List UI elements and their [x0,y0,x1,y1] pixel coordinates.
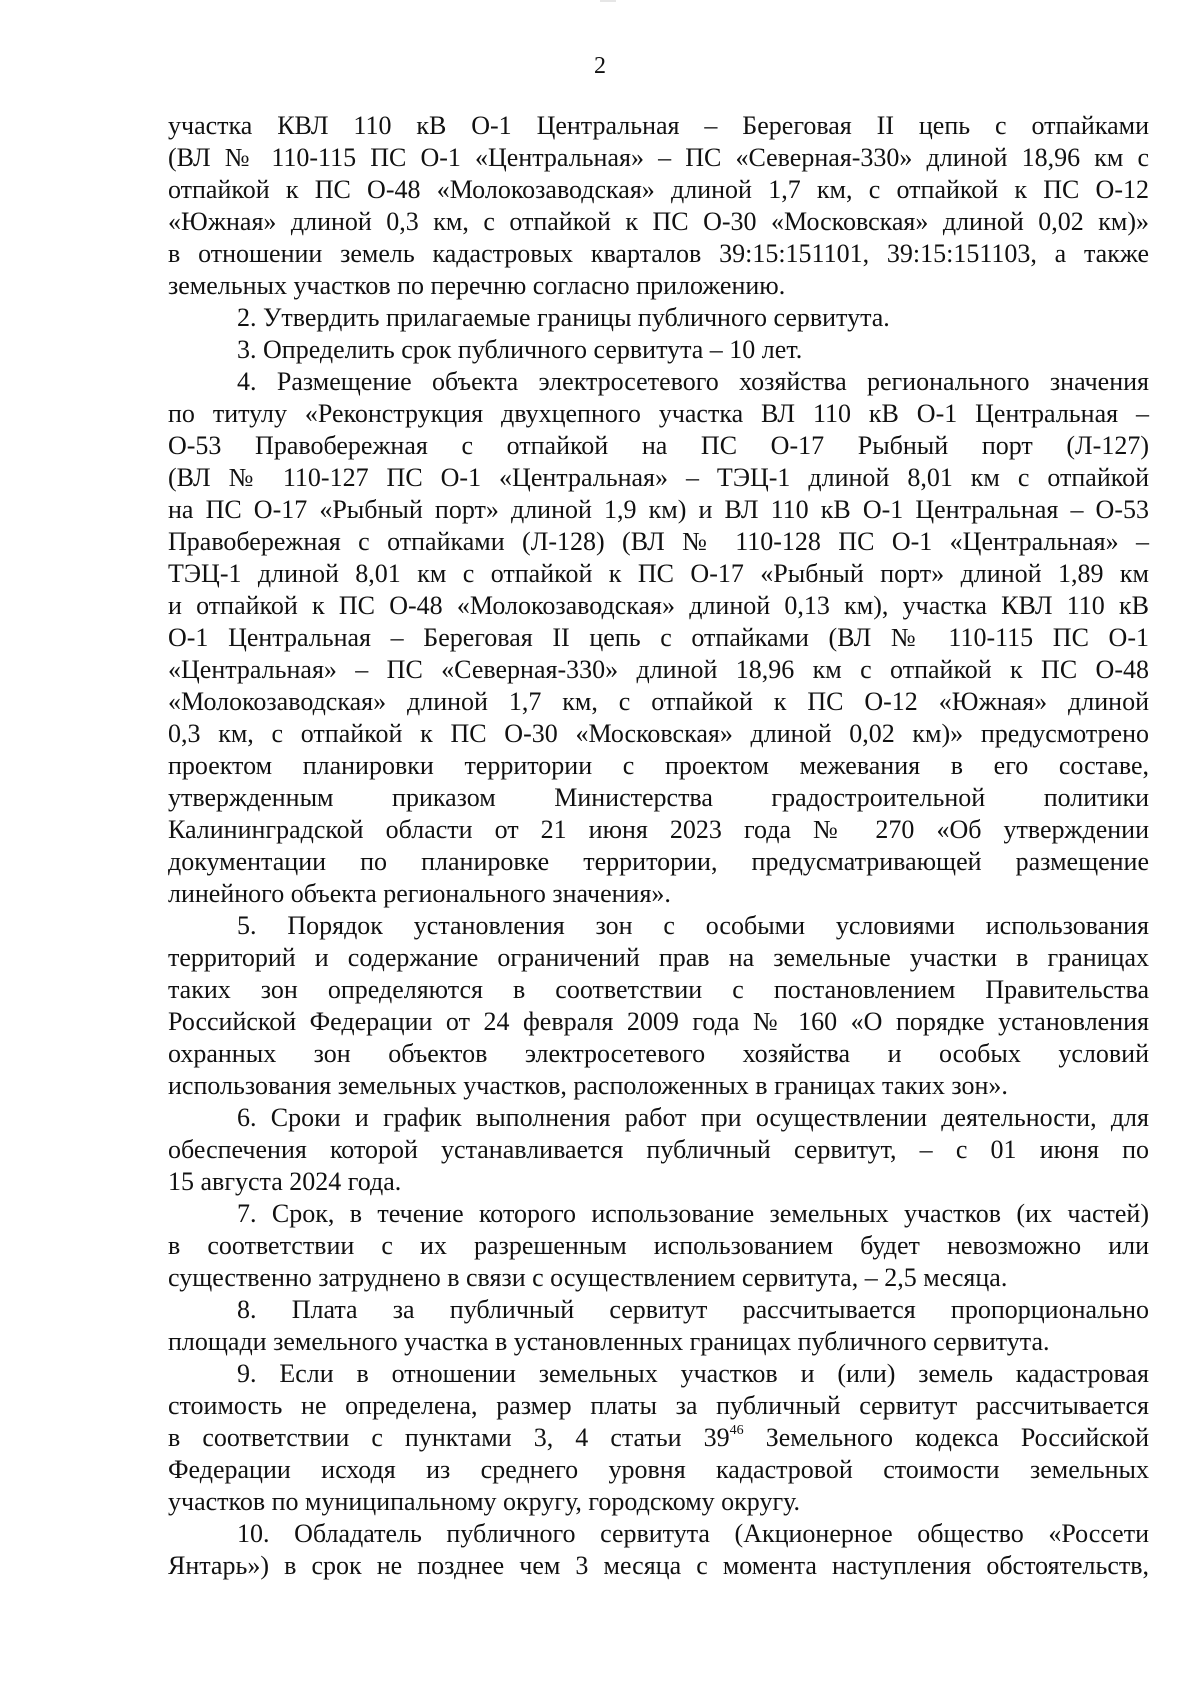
text-line [168,174,1149,206]
text-line-content: Российской Федерации от 24 февраля 2009 года № 160 «О порядке установления [168,1007,1149,1036]
text-line-content: (ВЛ № 110-115 ПС О-1 «Центральная» – ПС «Северная-330» длиной 18,96 км с [168,143,1149,172]
text-line-content: 15 августа 2024 года. [168,1167,402,1196]
text-line-content: участков по муниципальному округу, городскому округу. [168,1487,801,1516]
text-line [168,1486,1149,1518]
text-line-content: Калининградской области от 21 июня 2023 года № 270 «Об утверждении [168,815,1149,844]
text-line-content: отпайкой к ПС О-48 «Молокозаводская» длиной 1,7 км, с отпайкой к ПС О-12 [168,175,1149,204]
text-line [168,558,1149,590]
text-line [168,942,1149,974]
text-line-content: в соответствии с пунктами 3, 4 статьи 39 [168,1423,730,1452]
text-line-content: Правобережная с отпайками (Л-128) (ВЛ № 110-128 ПС О-1 «Центральная» – [168,527,1149,556]
text-line [168,334,1149,366]
text-line [168,1390,1149,1422]
text-line-content: 10. Обладатель публичного сервитута (Акционерное общество «Россети [237,1519,1149,1548]
text-line [168,718,1149,750]
text-line [168,1134,1149,1166]
text-line [168,1518,1149,1550]
superscript: 46 [729,1423,744,1438]
text-line [168,1038,1149,1070]
text-line [168,622,1149,654]
text-line [168,1454,1149,1486]
text-line [168,366,1149,398]
text-line-content: утвержденным приказом Министерства градостроительной политики [168,783,1149,812]
text-line-content: участка КВЛ 110 кВ О-1 Центральная – Береговая II цепь с отпайками [168,111,1149,140]
text-line [168,1358,1149,1390]
text-line [168,1230,1149,1262]
scan-mark [600,0,616,2]
text-line-content: 6. Сроки и график выполнения работ при осуществлении деятельности, для [237,1103,1149,1132]
text-line-content: 9. Если в отношении земельных участков и (или) земель кадастровая [237,1359,1149,1388]
text-line [168,846,1149,878]
text-line [168,1294,1149,1326]
text-line [168,142,1149,174]
text-line-content: 5. Порядок установления зон с особыми условиями использования [237,911,1149,940]
text-line-content: и отпайкой к ПС О-48 «Молокозаводская» длиной 0,13 км), участка КВЛ 110 кВ [168,591,1149,620]
text-line [168,270,1149,302]
text-line [168,1262,1149,1294]
text-line-content: 8. Плата за публичный сервитут рассчитывается пропорционально [237,1295,1149,1324]
text-line-content: О-1 Центральная – Береговая II цепь с отпайками (ВЛ № 110-115 ПС О-1 [168,623,1149,652]
text-line [168,910,1149,942]
text-line-content: земельных участков по перечню согласно приложению. [168,271,786,300]
text-line-content: 0,3 км, с отпайкой к ПС О-30 «Московская» длиной 0,02 км)» предусмотрено [168,719,1149,748]
text-line [168,1422,1149,1454]
text-line [168,974,1149,1006]
text-line [168,398,1149,430]
text-line [168,654,1149,686]
text-line-content: 3. Определить срок публичного сервитута – 10 лет. [237,335,803,364]
text-line [168,238,1149,270]
text-line [168,494,1149,526]
text-line-content: проектом планировки территории с проектом межевания в его составе, [168,751,1149,780]
text-line-content: территорий и содержание ограничений прав на земельные участки в границах [168,943,1149,972]
text-line-content: ТЭЦ-1 длиной 8,01 км с отпайкой к ПС О-17 «Рыбный порт» длиной 1,89 км [168,559,1149,588]
text-line [168,1326,1149,1358]
text-line [168,1166,1149,1198]
text-line-content: «Центральная» – ПС «Северная-330» длиной 18,96 км с отпайкой к ПС О-48 [168,655,1149,684]
document-body [168,110,1149,1582]
text-line-content: «Южная» длиной 0,3 км, с отпайкой к ПС О-30 «Московская» длиной 0,02 км)» [168,207,1149,236]
text-line [168,782,1149,814]
text-line-content: существенно затруднено в связи с осуществлением сервитута, – 2,5 месяца. [168,1263,1008,1292]
text-line-content: линейного объекта регионального значения». [168,879,671,908]
text-line-content: в соответствии с их разрешенным использованием будет невозможно или [168,1231,1149,1260]
page-number: 2 [594,53,606,79]
text-line-content: таких зон определяются в соответствии с постановлением Правительства [168,975,1149,1004]
text-line-content: в отношении земель кадастровых кварталов 39:15:151101, 39:15:151103, а также [168,239,1149,268]
text-line-content: охранных зон объектов электросетевого хозяйства и особых условий [168,1039,1149,1068]
text-line [168,1006,1149,1038]
text-line-content: 7. Срок, в течение которого использование земельных участков (их частей) [237,1199,1149,1228]
text-line [168,686,1149,718]
text-line [168,590,1149,622]
text-line-content: О-53 Правобережная с отпайкой на ПС О-17 Рыбный порт (Л-127) [168,431,1149,460]
text-line [168,206,1149,238]
text-line-content: площади земельного участка в установленных границах публичного сервитута. [168,1327,1050,1356]
text-line-content: Федерации исходя из среднего уровня кадастровой стоимости земельных [168,1455,1149,1484]
text-line [168,1102,1149,1134]
text-line-content: обеспечения которой устанавливается публичный сервитут, – с 01 июня по [168,1135,1149,1164]
text-line-content: «Молокозаводская» длиной 1,7 км, с отпайкой к ПС О-12 «Южная» длиной [168,687,1149,716]
text-line-content: по титулу «Реконструкция двухцепного участка ВЛ 110 кВ О-1 Центральная – [168,399,1149,428]
text-line [168,1198,1149,1230]
text-line-content: 4. Размещение объекта электросетевого хозяйства регионального значения [237,367,1149,396]
text-line [168,814,1149,846]
text-line-content: документации по планировке территории, предусматривающей размещение [168,847,1149,876]
text-line-continuation: Земельного кодекса Российской [743,1423,1149,1452]
text-line-content: (ВЛ № 110-127 ПС О-1 «Центральная» – ТЭЦ-1 длиной 8,01 км с отпайкой [168,463,1149,492]
text-line [168,878,1149,910]
text-line [168,1550,1149,1582]
text-line [168,1070,1149,1102]
text-line [168,110,1149,142]
text-line-content: 2. Утвердить прилагаемые границы публичного сервитута. [237,303,890,332]
text-line-content: Янтарь») в срок не позднее чем 3 месяца с момента наступления обстоятельств, [168,1551,1149,1580]
text-line [168,750,1149,782]
text-line-content: на ПС О-17 «Рыбный порт» длиной 1,9 км) и ВЛ 110 кВ О-1 Центральная – О-53 [168,495,1149,524]
text-line [168,430,1149,462]
text-line-content: стоимость не определена, размер платы за публичный сервитут рассчитывается [168,1391,1149,1420]
text-line [168,302,1149,334]
text-line-content: использования земельных участков, расположенных в границах таких зон». [168,1071,1008,1100]
text-line [168,526,1149,558]
text-line [168,462,1149,494]
